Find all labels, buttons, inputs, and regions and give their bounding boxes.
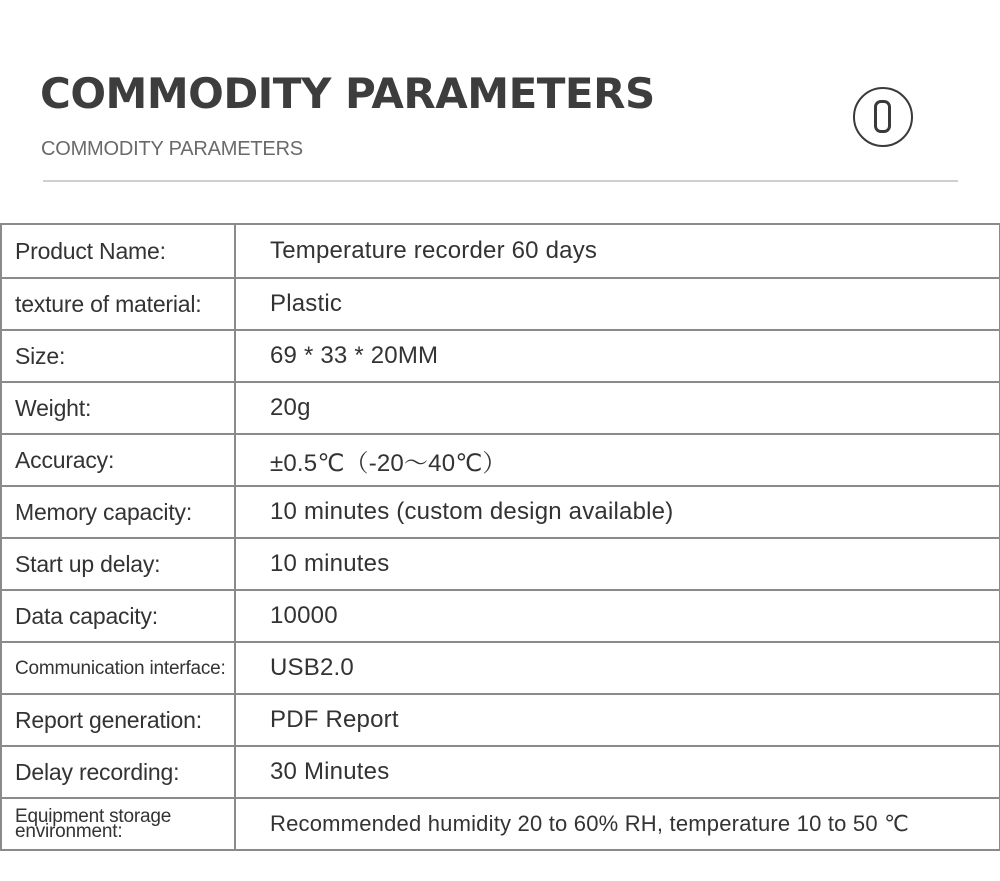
- table-row: [1, 330, 1000, 382]
- param-label: Accuracy:: [1, 434, 235, 486]
- param-value: PDF Report: [235, 694, 1000, 746]
- param-label: Memory capacity:: [1, 486, 235, 538]
- param-value: 30 Minutes: [235, 746, 1000, 798]
- param-label: Start up delay:: [1, 538, 235, 590]
- table-row: [1, 590, 1000, 642]
- table-row: [1, 694, 1000, 746]
- page-subtitle: COMMODITY PARAMETERS: [41, 138, 303, 160]
- param-value: 10 minutes (custom design available): [235, 486, 1000, 538]
- table-row: [1, 382, 1000, 434]
- param-label: Product Name:: [1, 224, 235, 278]
- param-value: Temperature recorder 60 days: [235, 224, 1000, 278]
- header-divider: [43, 180, 958, 182]
- param-value: 10 minutes: [235, 538, 1000, 590]
- param-value: Recommended humidity 20 to 60% RH, temperature 10 to 50 ℃: [235, 798, 1000, 850]
- table-row: [1, 746, 1000, 798]
- param-label: Equipment storage environment:: [1, 798, 235, 850]
- table-row: [1, 278, 1000, 330]
- table-row: [1, 486, 1000, 538]
- param-value: 69 * 33 * 20MM: [235, 330, 1000, 382]
- table-row: [1, 434, 1000, 486]
- param-label: Report generation:: [1, 694, 235, 746]
- device-body-icon: [874, 100, 891, 133]
- param-value: 20g: [235, 382, 1000, 434]
- param-label: Delay recording:: [1, 746, 235, 798]
- table-row: [1, 798, 1000, 850]
- param-value: ±0.5℃（-20～40℃）: [235, 434, 1000, 486]
- param-label: Size:: [1, 330, 235, 382]
- param-label: Weight:: [1, 382, 235, 434]
- table-row: [1, 642, 1000, 694]
- parameters-table: [0, 223, 1000, 851]
- table-row: [1, 224, 1000, 278]
- param-value: 10000: [235, 590, 1000, 642]
- param-value: Plastic: [235, 278, 1000, 330]
- param-label: Data capacity:: [1, 590, 235, 642]
- param-value: USB2.0: [235, 642, 1000, 694]
- param-label: Communication interface:: [1, 642, 235, 694]
- table-row: [1, 538, 1000, 590]
- page-title: COMMODITY PARAMETERS: [40, 69, 655, 118]
- device-outline-icon: [853, 87, 913, 147]
- param-label: texture of material:: [1, 278, 235, 330]
